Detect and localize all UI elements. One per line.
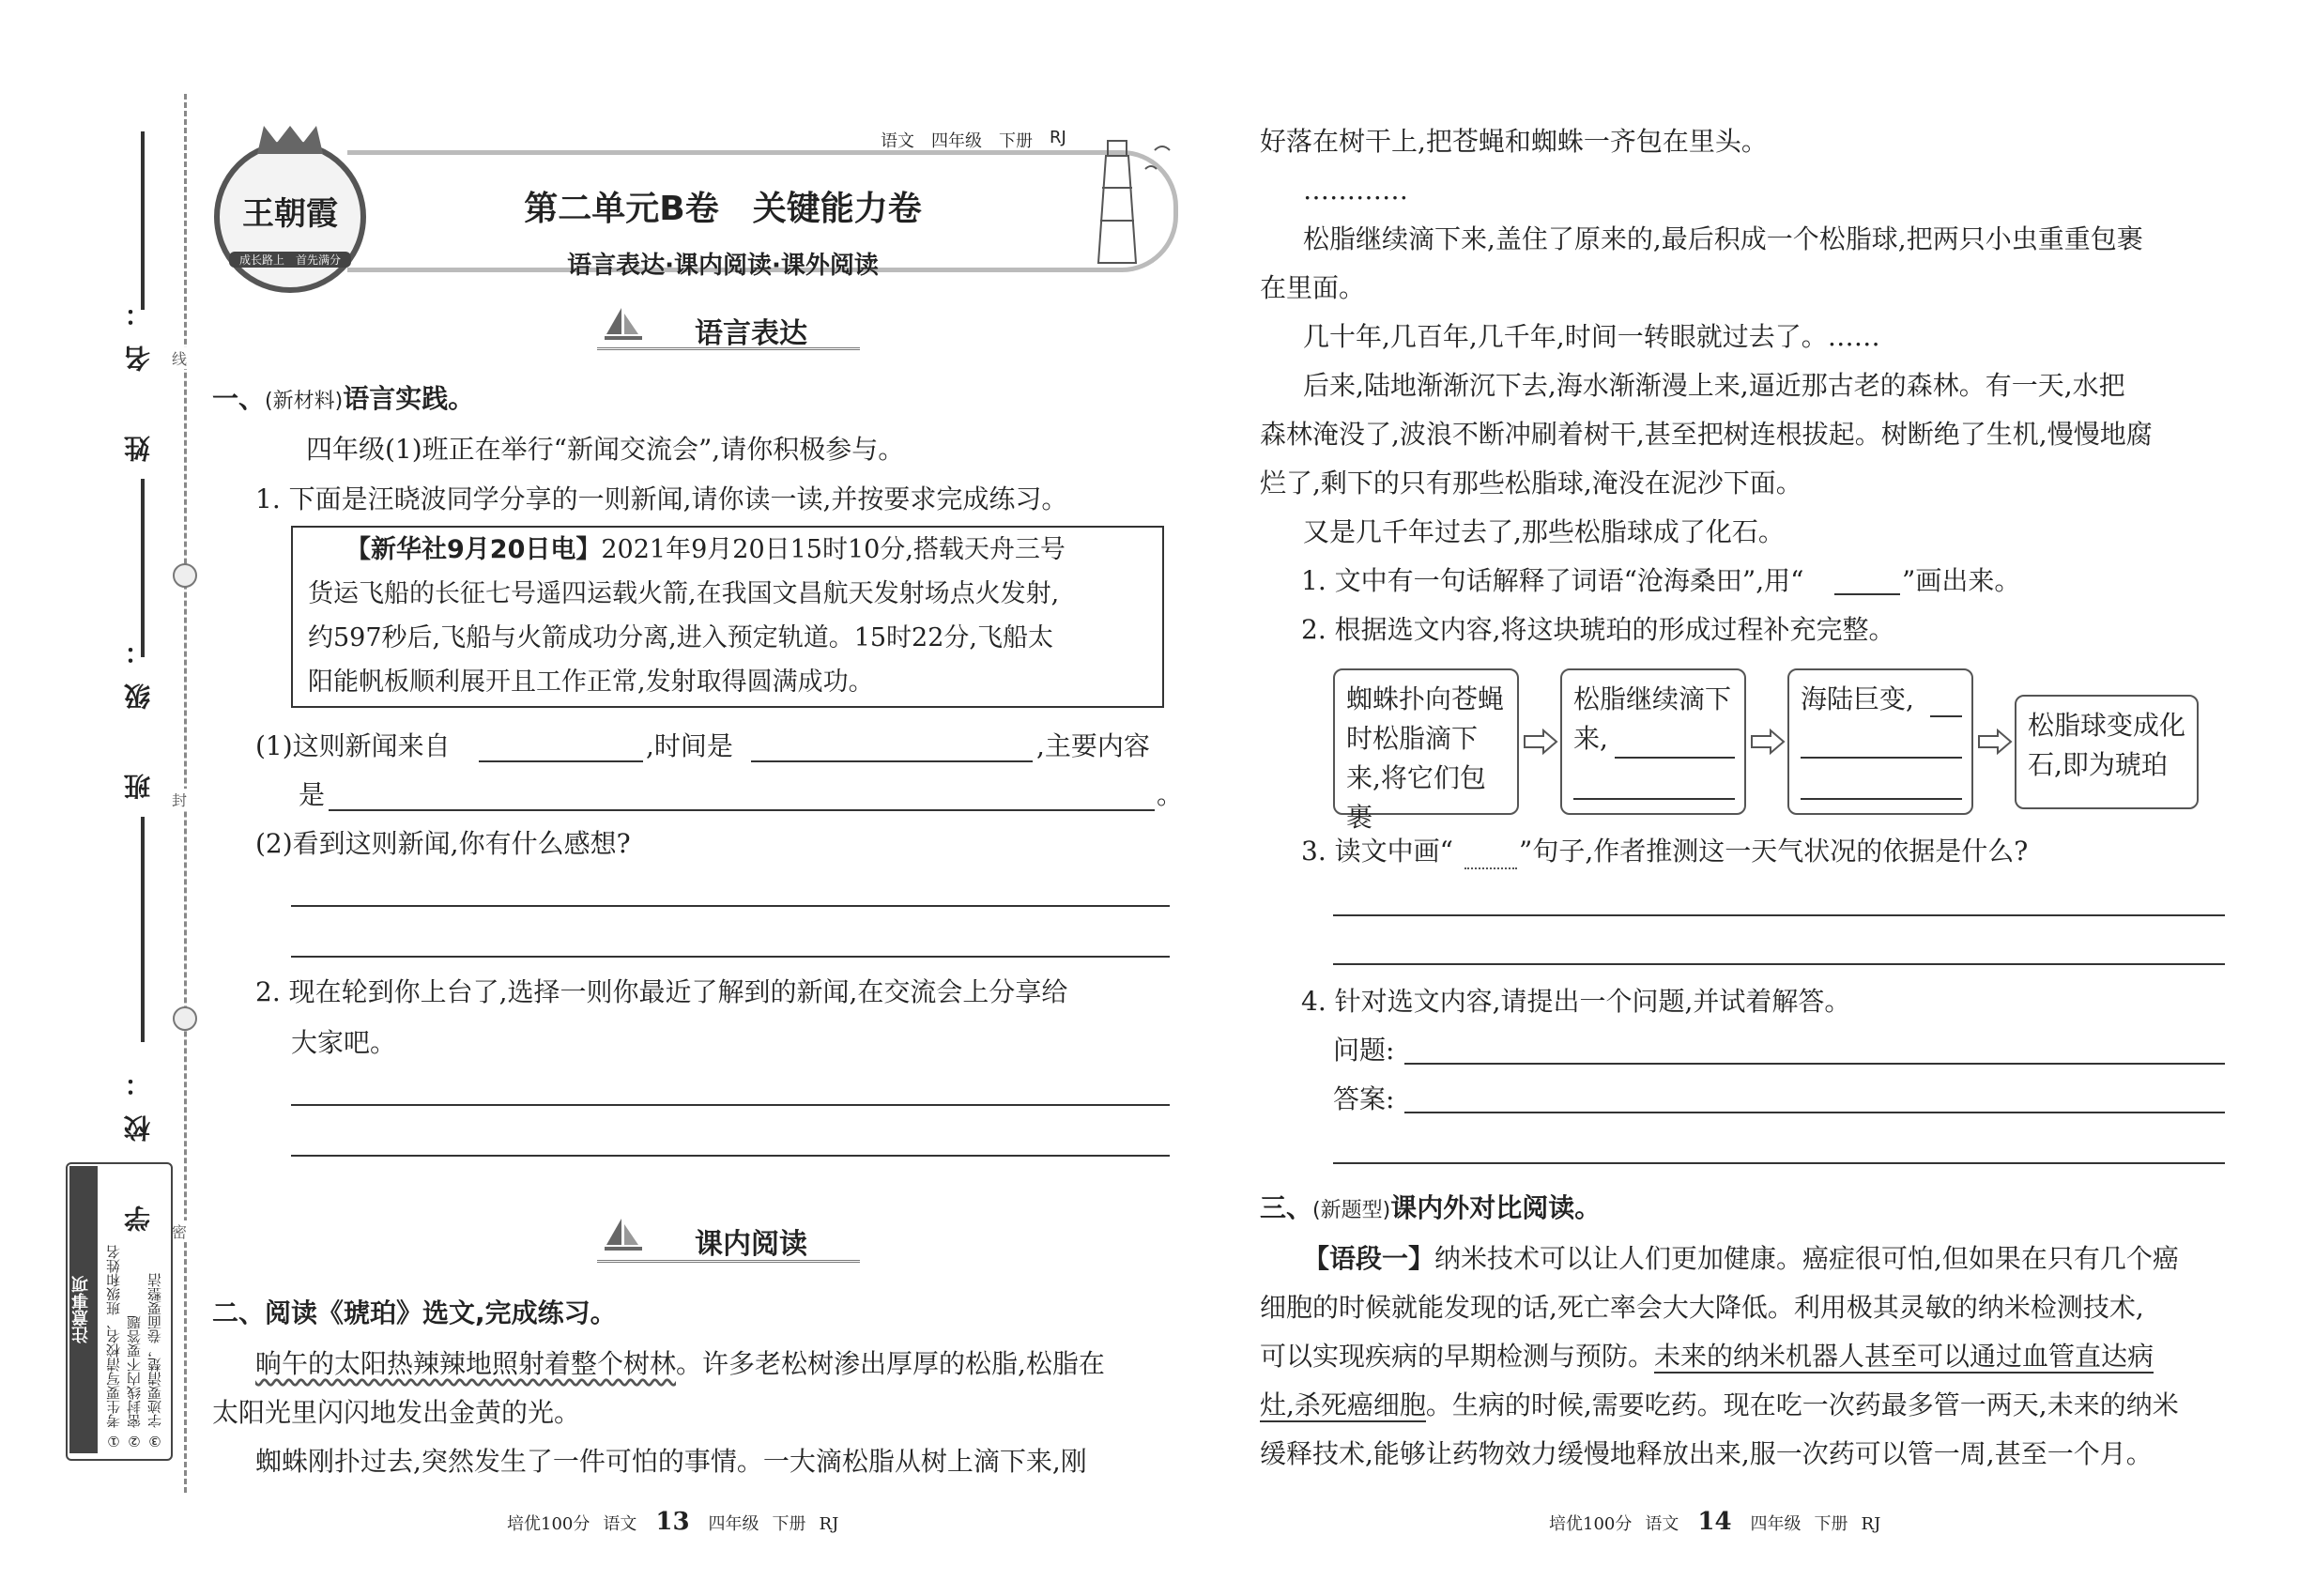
text-line: 在里面。 (1260, 272, 1366, 303)
answer-line[interactable] (291, 1155, 1170, 1157)
flow-blank[interactable] (1573, 798, 1735, 800)
notice-title: 注意事项 (69, 1166, 98, 1453)
section-rule (597, 1260, 860, 1263)
answer-blank-time[interactable] (751, 760, 1033, 762)
footer-edition: RJ (819, 1514, 839, 1534)
text-line: 松脂继续滴下来,盖住了原来的,最后积成一个松脂球,把两只小虫重重包裹 (1303, 223, 2143, 254)
arrow-right-icon (1750, 729, 1786, 755)
page-number: 14 (1697, 1508, 1732, 1536)
meta-term: 下册 (999, 131, 1033, 151)
footer-right (1549, 1508, 1880, 1536)
reading-para1-line2: 太阳光里闪闪地发出金黄的光。 (212, 1397, 581, 1428)
class-label: 班 级： (123, 620, 154, 800)
cut-mark-secret: 密 (172, 1220, 187, 1242)
answer-blank-mark[interactable] (1834, 593, 1900, 595)
question-line[interactable] (1404, 1063, 2225, 1065)
flow-step-2-text: 松脂继续滴下来, (1573, 683, 1732, 754)
footer-grade: 四年级 (1750, 1514, 1802, 1534)
meta-edition: RJ (1050, 128, 1066, 147)
rq3-part2: ”句子,作者推测这一天气状况的依据是什么? (1519, 836, 2029, 867)
footer-term: 下册 (1814, 1514, 1848, 1534)
answer-line[interactable] (1404, 1112, 2225, 1113)
cut-mark-seal: 封 (172, 789, 187, 810)
ellipsis: ………… (1303, 175, 1408, 206)
rq1-part2: ”画出来。 (1902, 565, 2021, 596)
header-meta (881, 128, 1066, 152)
page-subtitle: 语言表达·课内阅读·课外阅读 (567, 252, 879, 280)
flow-blank[interactable] (1801, 798, 1962, 800)
wavy-mark-example (1464, 862, 1517, 869)
answer-blank-content[interactable] (329, 809, 1155, 811)
rq3-part1: 3. 读文中画“ (1301, 836, 1453, 867)
lighthouse-icon (1080, 131, 1183, 272)
section3-title: 三、(新题型)课内外对比阅读。 (1260, 1192, 1602, 1223)
sub1-content: ,主要内容 (1036, 730, 1150, 761)
text-line: 后来,陆地渐渐沉下去,海水渐渐漫上来,逼近那古老的森林。有一天,水把 (1303, 370, 2125, 401)
meta-subject: 语文 (881, 131, 914, 151)
footer-left (507, 1508, 838, 1536)
section-heading-language: 语言表达 (695, 317, 807, 350)
sub1-period: 。 (1157, 779, 1184, 810)
text-line: 又是几千年过去了,那些松脂球成了化石。 (1303, 516, 1785, 547)
footer-edition: RJ (1861, 1514, 1881, 1534)
text-line: 烂了,剩下的只有那些松脂球,淹没在泥沙下面。 (1260, 468, 1802, 499)
flow-step-4: 松脂球变成化石,即为琥珀 (2015, 695, 2199, 809)
logo-text: 王朝霞 (242, 195, 338, 233)
para-line: 可以实现疾病的早期检测与预防。未来的纳米机器人甚至可以通过血管直达病 (1260, 1341, 2154, 1372)
text-line: 好落在树干上,把苍蝇和蜘蛛一齐包在里头。 (1260, 126, 1768, 157)
arrow-right-icon (1523, 729, 1558, 755)
logo-badge (214, 141, 366, 293)
q2-title: 二、阅读《琥珀》选文,完成练习。 (212, 1297, 617, 1328)
q1-intro: 四年级(1)班正在举行“新闻交流会”,请你积极参与。 (306, 434, 905, 465)
sub1-is: 是 (299, 779, 326, 810)
answer-line[interactable] (291, 1104, 1170, 1106)
school-line (141, 817, 145, 1042)
page-title: 第二单元B卷 关键能力卷 (524, 190, 922, 228)
flow-step-1: 蜘蛛扑向苍蝇时松脂滴下来,将它们包裹 (1333, 668, 1519, 815)
answer-line[interactable] (1333, 1162, 2225, 1164)
meta-grade: 四年级 (931, 131, 982, 151)
q1-title: 一、(新材料)语言实践。 (212, 383, 475, 414)
text-line: 几十年,几百年,几千年,时间一转眼就过去了。…… (1303, 321, 1880, 352)
footer-subject: 语文 (603, 1514, 637, 1534)
flow-step-3-text: 海陆巨变, (1801, 683, 1914, 714)
rq4-answer-label: 答案: (1333, 1083, 1395, 1114)
rq4-question-label: 问题: (1333, 1035, 1395, 1066)
page-number: 13 (655, 1508, 690, 1536)
rq4: 4. 针对选文内容,请提出一个问题,并试着解答。 (1301, 986, 1851, 1017)
footer-book: 培优100分 (507, 1514, 590, 1534)
flow-step-2 (1560, 668, 1746, 815)
notice-box (66, 1162, 173, 1461)
notice-item: ① 考生要写清校名、班级和姓名 (105, 1245, 122, 1450)
flow-blank[interactable] (1615, 757, 1735, 759)
sub1-time: ,时间是 (646, 730, 733, 761)
sub1-source: (1)这则新闻来自 (255, 730, 451, 761)
q1-sub2-line2: 大家吧。 (291, 1027, 397, 1058)
flow-step-3 (1787, 668, 1973, 815)
answer-line[interactable] (291, 956, 1170, 958)
sub2-question: (2)看到这则新闻,你有什么感想? (255, 828, 631, 859)
news-text: 【新华社9月20日电】2021年9月20日15时10分,搭载天舟三号 货运飞船的长征七号遥四运载火箭,在我国文昌航天发射场点火发射, 约597秒后,飞船与火箭成功分离,进入预定轨道。15时22分,飞船太 阳能帆板顺利展开且工作正常,发射取得圆满成功。 (308, 535, 1066, 697)
reading-para2-line1: 蜘蛛刚扑过去,突然发生了一件可怕的事情。一大滴松脂从树上滴下来,刚 (255, 1446, 1087, 1477)
binding-hole-icon (173, 1006, 197, 1031)
crown-icon (257, 126, 323, 154)
q1-sub2-line1: 2. 现在轮到你上台了,选择一则你最近了解到的新闻,在交流会上分享给 (255, 976, 1068, 1007)
section-heading-reading: 课内阅读 (695, 1228, 807, 1261)
para-line: 缓释技术,能够让药物效力缓慢地释放出来,服一次药可以管一周,甚至一个月。 (1260, 1438, 2153, 1469)
logo-slogan: 成长路上 首先满分 (229, 252, 351, 268)
sailboat-icon (601, 1217, 646, 1254)
school-label: 学 校： (123, 1051, 154, 1232)
binding-hole-icon (173, 563, 197, 588)
rq2: 2. 根据选文内容,将这块琥珀的形成过程补充完整。 (1301, 614, 1895, 645)
para-line: 灶,杀死癌细胞。生病的时候,需要吃药。现在吃一次药最多管一两天,未来的纳米 (1260, 1389, 2179, 1420)
footer-subject: 语文 (1645, 1514, 1679, 1534)
text-line: 森林淹没了,波浪不断冲刷着树干,甚至把树连根拔起。树断绝了生机,慢慢地腐 (1260, 419, 2153, 450)
reading-para1-line1: 晌午的太阳热辣辣地照射着整个树林。许多老松树渗出厚厚的松脂,松脂在 (255, 1348, 1105, 1379)
notice-item: ② 密封线内不要答题 (126, 1315, 143, 1450)
para-line: 【语段一】纳米技术可以让人们更加健康。癌症很可怕,但如果在只有几个癌 (1303, 1243, 2179, 1274)
answer-line[interactable] (1333, 963, 2225, 965)
flow-blank[interactable] (1930, 715, 1962, 717)
section-rule (597, 347, 860, 350)
arrow-right-icon (1977, 729, 2013, 755)
para-line: 细胞的时候就能发现的话,死亡率会大大降低。利用极其灵敏的纳米检测技术, (1260, 1292, 2144, 1323)
q1-sub1: 1. 下面是汪晓波同学分享的一则新闻,请你读一读,并按要求完成练习。 (255, 483, 1068, 514)
answer-blank-source[interactable] (479, 760, 643, 762)
answer-line[interactable] (1333, 914, 2225, 916)
footer-book: 培优100分 (1549, 1514, 1633, 1534)
sailboat-icon (601, 306, 646, 344)
rq1-part1: 1. 文中有一句话解释了词语“沧海桑田”,用“ (1301, 565, 1804, 596)
name-label: 姓 名： (123, 282, 154, 462)
notice-item: ③ 字迹要清楚，卷面要整洁 (146, 1273, 163, 1450)
footer-term: 下册 (772, 1514, 806, 1534)
answer-line[interactable] (291, 905, 1170, 907)
flow-blank[interactable] (1801, 757, 1962, 759)
footer-grade: 四年级 (708, 1514, 759, 1534)
cut-mark-line: 线 (172, 347, 187, 369)
